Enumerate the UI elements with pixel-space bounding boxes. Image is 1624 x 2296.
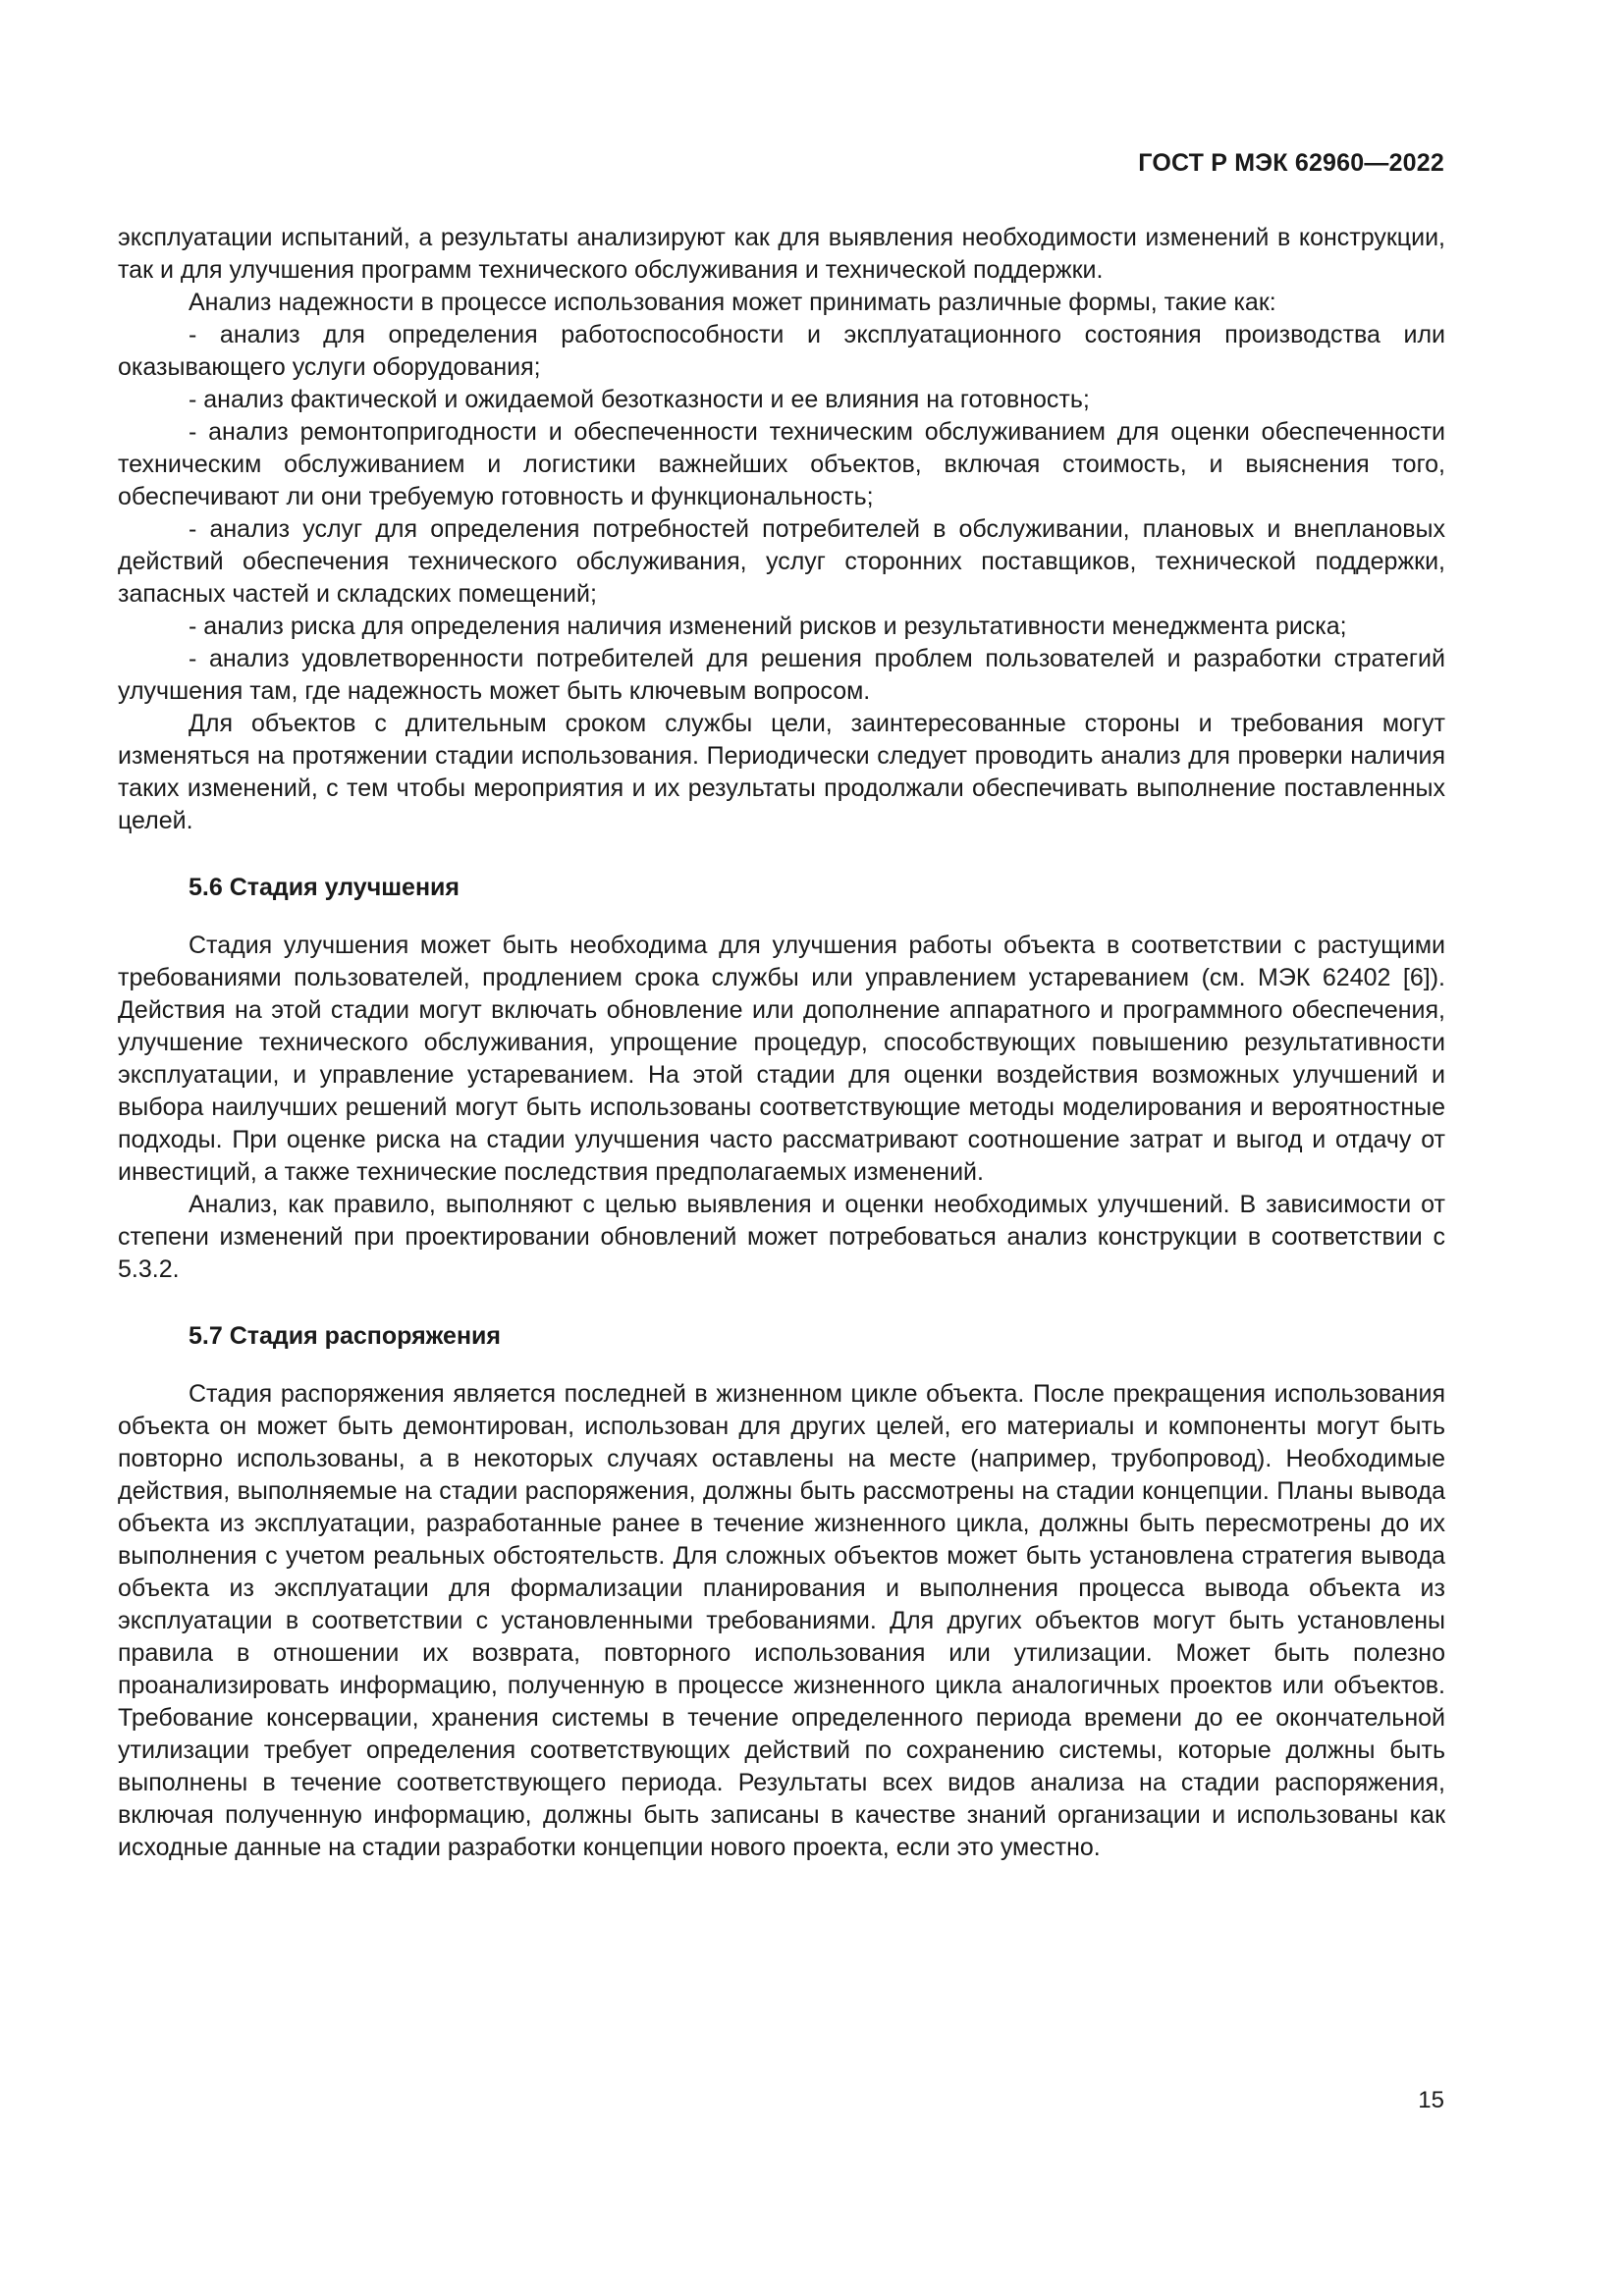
section-5-6-paragraph: Стадия улучшения может быть необходима для улучшения работы объекта в соответствии с растущими требованиями пользователей, продлением срока службы или управлением устареванием (см. МЭК 62402 [6]). Действия на этой стадии могут включать обновление или дополнение аппаратного и программного обеспечения, улучшение технического обслуживания, упрощение процедур, способствующих повышению результативности эксплуатации, и управление устареванием. На этой стадии для оценки воздействия возможных улучшений и выбора наилучших решений могут быть использованы соответствующие методы моделирования и вероятностные подходы. При оценке риска на стадии улучшения часто рассматривают соотношение затрат и выгод и отдачу от инвестиций, а также технические последствия предполагаемых изменений. [118, 932, 1445, 1186]
list-item: - анализ услуг для определения потребностей потребителей в обслуживании, плановых и внеплановых действий обеспечения технического обслуживания, услуг сторонних поставщиков, технической поддержки, запасных частей и складских помещений; [118, 515, 1445, 608]
analysis-forms-lead: Анализ надежности в процессе использования может принимать различные формы, такие как: [189, 289, 1276, 316]
list-item: - анализ удовлетворенности потребителей для решения проблем пользователей и разработки стратегий улучшения там, где надежность может быть ключевым вопросом. [118, 645, 1445, 705]
list-item: - анализ риска для определения наличия изменений рисков и результативности менеджмента риска; [189, 613, 1347, 640]
long-life-objects-paragraph: Для объектов с длительным сроком службы цели, заинтересованные стороны и требования могут изменяться на протяжении стадии использования. Периодически следует проводить анализ для проверки наличия таких изменений, с тем чтобы мероприятия и их результаты продолжали обеспечивать выполнение поставленных целей. [118, 710, 1445, 834]
list-item: - анализ фактической и ожидаемой безотказности и ее влияния на готовность; [189, 386, 1090, 413]
page-body [118, 222, 1445, 1864]
continuation-paragraph: эксплуатации испытаний, а результаты анализируют как для выявления необходимости изменений в конструкции, так и для улучшения программ технического обслуживания и технической поддержки. [118, 224, 1445, 284]
section-5-6-title: 5.6 Стадия улучшения [189, 874, 460, 901]
document-code-header: ГОСТ Р МЭК 62960—2022 [1138, 149, 1444, 177]
page-number: 15 [1418, 2087, 1444, 2113]
section-5-7-title: 5.7 Стадия распоряжения [189, 1322, 502, 1350]
section-5-7-paragraph: Стадия распоряжения является последней в жизненном цикле объекта. После прекращения использования объекта он может быть демонтирован, использован для других целей, его материалы и компоненты могут быть повторно использованы, а в некоторых случаях оставлены на месте (например, трубопровод). Необходимые действия, выполняемые на стадии распоряжения, должны быть рассмотрены на стадии концепции. Планы вывода объекта из эксплуатации, разработанные ранее в течение жизненного цикла, должны быть пересмотрены до их выполнения с учетом реальных обстоятельств. Для сложных объектов может быть установлена стратегия вывода объекта из эксплуатации для формализации планирования и выполнения процесса вывода объекта из эксплуатации в соответствии с установленными требованиями. Для других объектов могут быть установлены правила в отношении их возврата, повторного использования или утилизации. Может быть полезно проанализировать информацию, полученную в процессе жизненного цикла аналогичных проектов или объектов. Требование консервации, хранения системы в течение определенного периода времени до ее окончательной утилизации требует определения соответствующих действий по сохранению системы, которые должны быть выполнены в течение соответствующего периода. Результаты всех видов анализа на стадии распоряжения, включая полученную информацию, должны быть записаны в качестве знаний организации и использованы как исходные данные на стадии разработки концепции нового проекта, если это уместно. [118, 1380, 1445, 1861]
section-5-6-paragraph: Анализ, как правило, выполняют с целью выявления и оценки необходимых улучшений. В зависимости от степени изменений при проектировании обновлений может потребоваться анализ конструкции в соответствии с 5.3.2. [118, 1191, 1445, 1283]
list-item: - анализ ремонтопригодности и обеспеченности техническим обслуживанием для оценки обеспеченности техническим обслуживанием и логистики важнейших объектов, включая стоимость, и выяснения того, обеспечивают ли они требуемую готовность и функциональность; [118, 418, 1445, 510]
list-item: - анализ для определения работоспособности и эксплуатационного состояния производства или оказывающего услуги оборудования; [118, 321, 1445, 381]
